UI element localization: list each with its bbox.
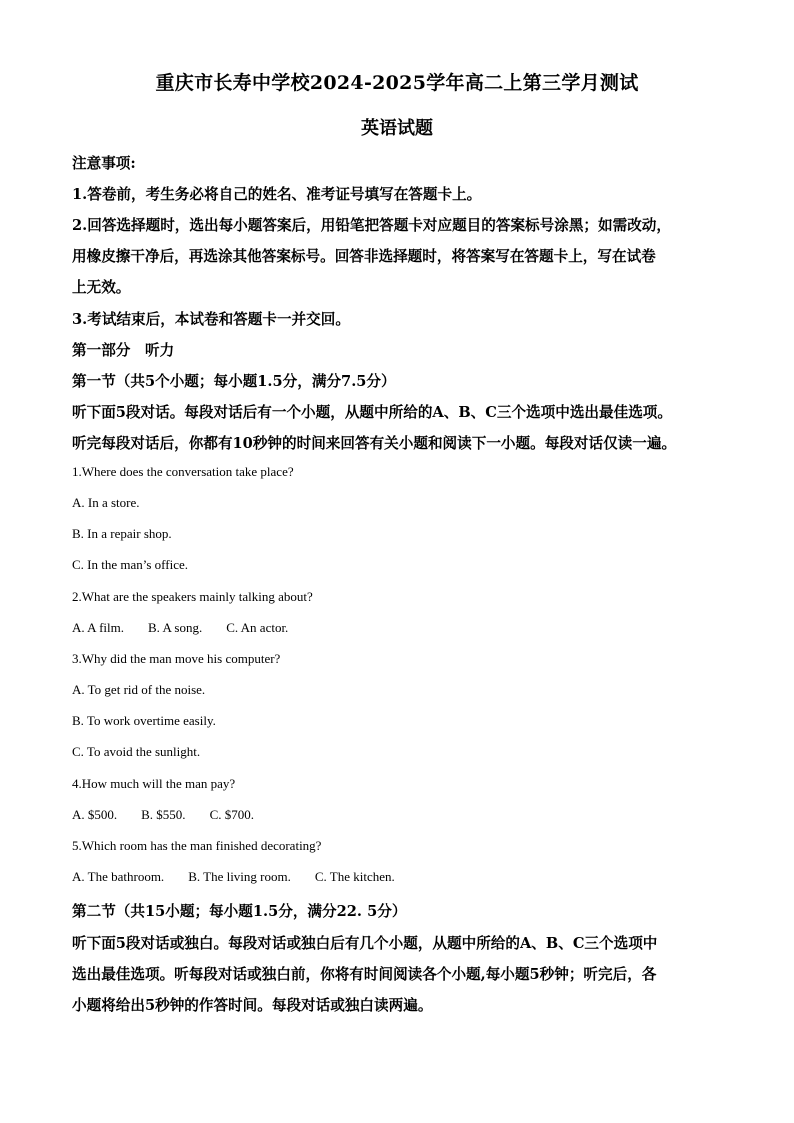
question-3-option-b: B. To work overtime easily. xyxy=(72,713,216,728)
section-1-heading: 第一节（共5个小题；每小题1.5分，满分7.5分） xyxy=(72,373,396,390)
question-3-option-c: C. To avoid the sunlight. xyxy=(72,744,201,759)
section-1-instruction-line-2: 听完每段对话后，你都有10秒钟的时间来回答有关小题和阅读下一小题。每段对话仅读一遍。 xyxy=(72,435,677,452)
section-2-instruction-line-1: 听下面5段对话或独白。每段对话或独白后有几个小题，从题中所给的A、B、C三个选项中 xyxy=(72,935,658,952)
section-2-instruction-line-2: 选出最佳选项。听每段对话或独白前，你将有时间阅读各个小题,每小题5秒钟；听完后，各 xyxy=(72,966,657,983)
notice-item-3: 3.考试结束后，本试卷和答题卡一并交回。 xyxy=(72,311,350,328)
question-2-option-b: B. A song. xyxy=(148,620,203,635)
question-5-option-b: B. The living room. xyxy=(188,869,291,884)
question-2-option-a: A. A film. xyxy=(72,620,125,635)
notice-item-1: 1.答卷前，考生务必将自己的姓名、准考证号填写在答题卡上。 xyxy=(72,186,482,203)
question-2-options xyxy=(72,620,732,636)
question-4-option-b: B. $550. xyxy=(141,807,186,822)
exam-title: 重庆市长寿中学校2024-2025学年高二上第三学月测试 xyxy=(155,72,639,94)
part-heading: 第一部分 听力 xyxy=(72,342,175,359)
question-4-option-a: A. $500. xyxy=(72,807,118,822)
question-4-stem: 4.How much will the man pay? xyxy=(72,776,236,791)
question-4-option-c: C. $700. xyxy=(209,807,254,822)
question-1-option-a: A. In a store. xyxy=(72,495,140,510)
section-2-instruction-line-3: 小题将给出5秒钟的作答时间。每段对话或独白读两遍。 xyxy=(72,997,433,1014)
notice-heading: 注意事项: xyxy=(72,155,136,172)
question-5-stem: 5.Which room has the man finished decorating? xyxy=(72,838,322,853)
notice-item-2-line-3: 上无效。 xyxy=(72,279,131,296)
question-5-option-c: C. The kitchen. xyxy=(314,869,395,884)
section-1-instruction-line-1: 听下面5段对话。每段对话后有一个小题，从题中所给的A、B、C三个选项中选出最佳选项。 xyxy=(72,404,672,421)
notice-item-2-line-2: 用橡皮擦干净后，再选涂其他答案标号。回答非选择题时，将答案写在答题卡上，写在试卷 xyxy=(72,248,656,265)
section-2-heading: 第二节（共15小题；每小题1.5分，满分22. 5分） xyxy=(72,903,407,920)
question-1-option-c: C. In the man’s office. xyxy=(72,557,189,572)
notice-item-2-line-1: 2.回答选择题时，选出每小题答案后，用铅笔把答题卡对应题目的答案标号涂黑；如需改动， xyxy=(72,217,671,234)
question-3-option-a: A. To get rid of the noise. xyxy=(72,682,206,697)
question-1-stem: 1.Where does the conversation take place? xyxy=(72,464,294,479)
question-3-stem: 3.Why did the man move his computer? xyxy=(72,651,281,666)
question-5-options xyxy=(72,869,732,885)
exam-subject: 英语试题 xyxy=(361,118,433,139)
question-4-options xyxy=(72,807,732,823)
question-2-option-c: C. An actor. xyxy=(226,620,289,635)
question-2-stem: 2.What are the speakers mainly talking about? xyxy=(72,589,313,604)
question-5-option-a: A. The bathroom. xyxy=(72,869,165,884)
question-1-option-b: B. In a repair shop. xyxy=(72,526,172,541)
